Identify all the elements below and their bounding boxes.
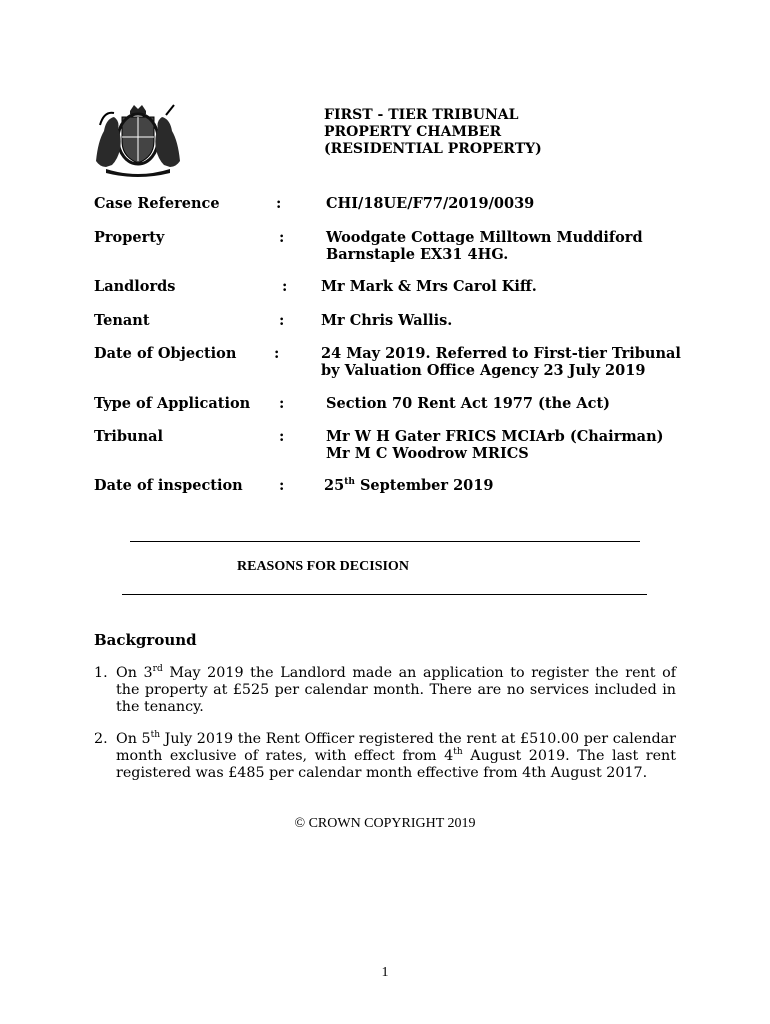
date-of-inspection-label: Date of inspection xyxy=(94,477,243,494)
date-of-objection-line-1: 24 May 2019. Referred to First-tier Tribunal xyxy=(321,345,681,362)
section-title: REASONS FOR DECISION xyxy=(237,559,409,574)
header-line-2: PROPERTY CHAMBER xyxy=(324,124,502,140)
header-line-1: FIRST - TIER TRIBUNAL xyxy=(324,107,519,123)
inspection-day: 25 xyxy=(324,477,345,494)
divider xyxy=(122,594,647,595)
property-value-line-1: Woodgate Cottage Milltown Muddiford xyxy=(326,229,643,246)
ordinal-suffix: rd xyxy=(152,664,163,675)
text-segment: July 2019 the Rent Officer registered the rent at £510.00 per calendar month exclusive of rates, with effect from 4 xyxy=(116,731,676,764)
copyright-notice: © CROWN COPYRIGHT 2019 xyxy=(294,816,476,831)
landlords-value: Mr Mark & Mrs Carol Kiff. xyxy=(321,278,537,295)
case-reference-label: Case Reference xyxy=(94,195,220,212)
colon: : xyxy=(279,395,285,412)
royal-coat-of-arms-icon xyxy=(92,101,184,177)
type-of-application-label: Type of Application xyxy=(94,395,251,412)
tribunal-line-2: Mr M C Woodrow MRICS xyxy=(326,445,529,462)
colon: : xyxy=(279,428,285,445)
inspection-month-year: September 2019 xyxy=(354,477,494,494)
colon: : xyxy=(279,312,285,329)
colon: : xyxy=(274,345,280,362)
text-segment: On 5 xyxy=(116,731,151,747)
text-segment: May 2019 the Landlord made an application to register the rent of the property at £525 per calendar month. There are no services included in the tenancy. xyxy=(116,665,676,715)
landlords-label: Landlords xyxy=(94,278,176,295)
ordinal-suffix: th xyxy=(150,730,161,741)
text-segment: August 2019. The last rent registered was £485 per calendar month effective from 4th August 2017. xyxy=(116,748,676,781)
page-number: 1 xyxy=(381,965,389,980)
paragraph-number: 1. xyxy=(94,665,108,681)
paragraph-1 xyxy=(94,665,676,716)
property-value xyxy=(326,229,643,263)
paragraph-number: 2. xyxy=(94,731,108,747)
divider xyxy=(130,541,640,542)
colon: : xyxy=(282,278,288,295)
paragraph-text xyxy=(116,665,676,716)
type-of-application-value: Section 70 Rent Act 1977 (the Act) xyxy=(326,395,611,412)
tenant-value: Mr Chris Wallis. xyxy=(321,312,453,329)
colon: : xyxy=(276,195,282,212)
paragraph-2 xyxy=(94,731,676,782)
date-of-objection-value xyxy=(321,345,681,379)
case-reference-value: CHI/18UE/F77/2019/0039 xyxy=(326,195,535,212)
date-of-objection-label: Date of Objection xyxy=(94,345,237,362)
ordinal-suffix: th xyxy=(344,477,355,488)
tenant-label: Tenant xyxy=(94,312,150,329)
ordinal-suffix: th xyxy=(453,747,463,758)
date-of-inspection-value xyxy=(324,477,493,494)
tribunal-value xyxy=(326,428,663,462)
paragraph-text xyxy=(116,731,676,782)
colon: : xyxy=(279,229,285,246)
tribunal-line-1: Mr W H Gater FRICS MCIArb (Chairman) xyxy=(326,428,664,445)
header-line-3: (RESIDENTIAL PROPERTY) xyxy=(324,141,542,157)
text-segment: On 3 xyxy=(116,665,153,681)
tribunal-label: Tribunal xyxy=(94,428,164,445)
property-value-line-2: Barnstaple EX31 4HG. xyxy=(326,246,509,263)
property-label: Property xyxy=(94,229,165,246)
tribunal-header xyxy=(324,107,542,158)
background-heading: Background xyxy=(94,631,197,649)
colon: : xyxy=(279,477,285,494)
date-of-objection-line-2: by Valuation Office Agency 23 July 2019 xyxy=(321,362,646,379)
